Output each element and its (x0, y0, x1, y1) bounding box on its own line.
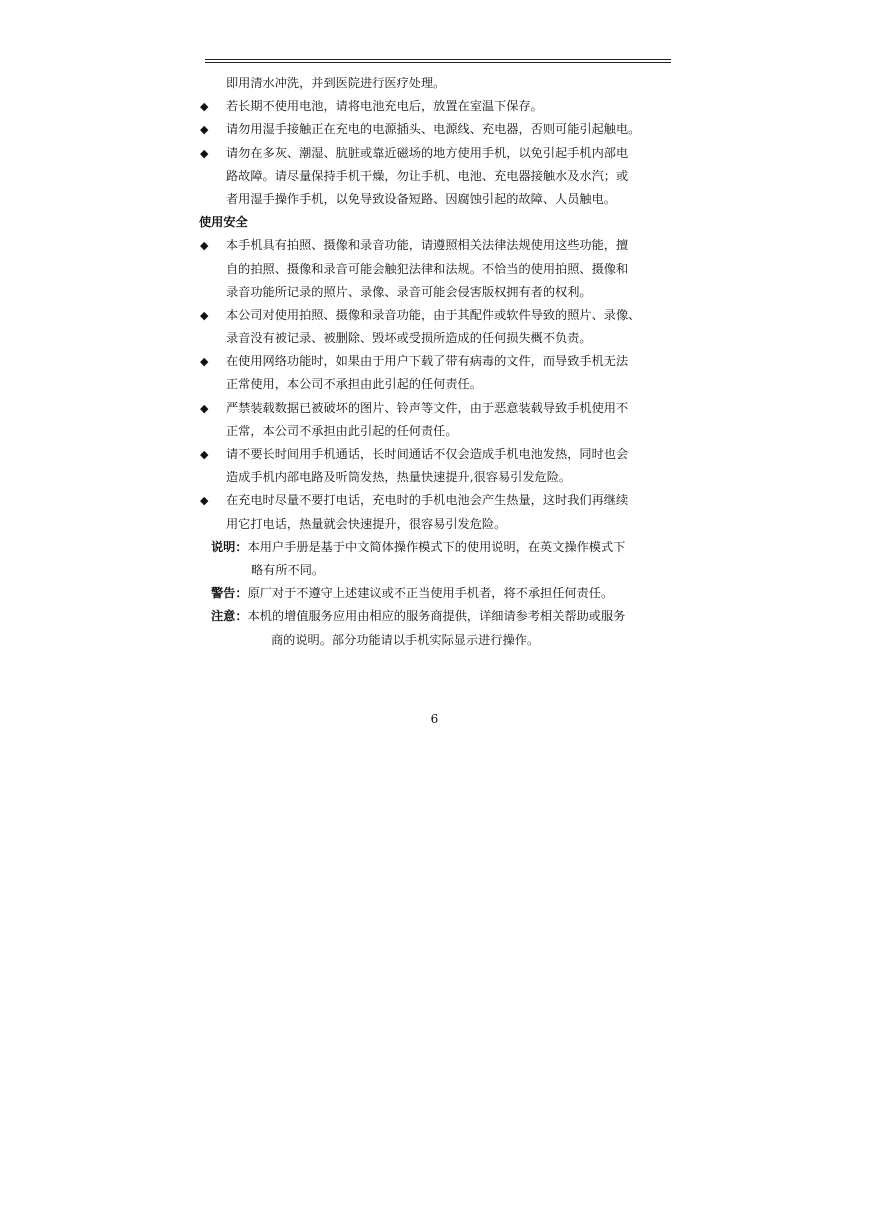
attention-note (199, 605, 669, 628)
bullet-diamond-icon: ◆ (200, 308, 209, 322)
battery-item-3 (199, 142, 669, 165)
safety-item-1-line-2: 自的拍照、摄像和录音可能会触犯法律和法规。不恰当的使用拍照、摄像和 (226, 261, 629, 276)
safety-item-5-line-1: 请不要长时间用手机通话，长时间通话不仅会造成手机电池发热，同时也会 (226, 447, 629, 461)
attention-line-2: 商的说明。部分功能请以手机实际显示进行操作。 (271, 632, 540, 647)
bullet-diamond-icon: ◆ (200, 355, 209, 369)
page-number: 6 (430, 712, 439, 726)
safety-item-1-line-3: 录音功能所记录的照片、录像、录音可能会侵害版权拥有者的权利。 (226, 284, 592, 299)
safety-item-2-line-1: 本公司对使用拍照、摄像和录音功能，由于其配件或软件导致的照片、录像、 (226, 307, 641, 322)
safety-item-3 (199, 350, 669, 373)
battery-item-2 (199, 118, 669, 141)
safety-item-4 (199, 397, 669, 420)
explanation-label: 说明： (211, 539, 248, 554)
warning-line-1: 原厂对于不遵守上述建议或不正当使用手机者，将不承担任何责任。 (247, 586, 614, 601)
safety-item-4-line-1: 严禁装载数据已被破坏的图片、铃声等文件，由于恶意装载导致手机使用不 (226, 400, 629, 415)
bullet-diamond-icon: ◆ (200, 448, 209, 461)
safety-item-1-line-1: 本手机具有拍照、摄像和录音功能，请遵照相关法律法规使用这些功能，擅 (226, 238, 629, 253)
battery-item-3-line-2: 路故障。请尽量保持手机干燥，勿让手机、电池、充电器接触水及水汽；或 (226, 168, 629, 183)
safety-item-6 (199, 489, 669, 512)
battery-item-1-line-1: 若长期不使用电池，请将电池充电后，放置在室温下保存。 (226, 99, 543, 114)
battery-item-2-line-1: 请勿用湿手接触正在充电的电源插头、电源线、充电器，否则可能引起触电。 (226, 122, 641, 137)
safety-item-6-line-1: 在充电时尽量不要打电话，充电时的手机电池会产生热量，这时我们再继续 (226, 493, 629, 508)
attention-line-1: 本机的增值服务应用由相应的服务商提供，详细请参考相关帮助或服务 (247, 609, 626, 624)
battery-item-3-line-3: 者用湿手操作手机，以免导致设备短路、因腐蚀引起的故障、人员触电。 (226, 191, 616, 206)
bullet-diamond-icon: ◆ (200, 239, 209, 253)
warning-note (199, 582, 669, 605)
safety-item-2-line-2: 录音没有被记录、被删除、毁坏或受损所造成的任何损失概不负责。 (226, 331, 592, 346)
safety-item-5-line-2: 造成手机内部电路及听筒发热，热量快速提升,很容易引发危险。 (226, 470, 572, 485)
bullet-diamond-icon: ◆ (200, 100, 209, 114)
bullet-diamond-icon: ◆ (200, 123, 209, 137)
bullet-diamond-icon: ◆ (200, 401, 209, 415)
safety-item-5 (199, 443, 669, 466)
header-rule-thin (205, 62, 671, 63)
safety-item-3-line-1: 在使用网络功能时，如果由于用户下载了带有病毒的文件，而导致手机无法 (226, 354, 629, 369)
bullet-diamond-icon: ◆ (200, 494, 209, 508)
manual-page-content (199, 72, 669, 652)
header-rule-thick (205, 59, 671, 60)
safety-item-6-line-2: 用它打电话，热量就会快速提升，很容易引发危险。 (226, 516, 507, 531)
safety-item-3-line-2: 正常使用，本公司不承担由此引起的任何责任。 (226, 377, 482, 392)
warning-label: 警告： (211, 586, 248, 601)
continued-paragraph: 即用清水冲洗，并到医院进行医疗处理。 (226, 76, 446, 90)
safety-item-1 (199, 234, 669, 257)
explanation-note (199, 536, 669, 559)
section-heading: 使用安全 (199, 215, 248, 230)
explanation-line-1: 本用户手册是基于中文简体操作模式下的使用说明，在英文操作模式下 (247, 539, 626, 554)
safety-item-4-line-2: 正常，本公司不承担由此引起的任何责任。 (226, 423, 458, 438)
safety-item-2 (199, 304, 669, 327)
attention-label: 注意： (211, 609, 248, 624)
battery-item-1 (199, 95, 669, 118)
explanation-line-2: 略有所不同。 (251, 562, 325, 577)
bullet-diamond-icon: ◆ (200, 146, 209, 160)
battery-item-3-line-1: 请勿在多灰、潮湿、肮脏或靠近磁场的地方使用手机，以免引起手机内部电 (226, 145, 629, 160)
